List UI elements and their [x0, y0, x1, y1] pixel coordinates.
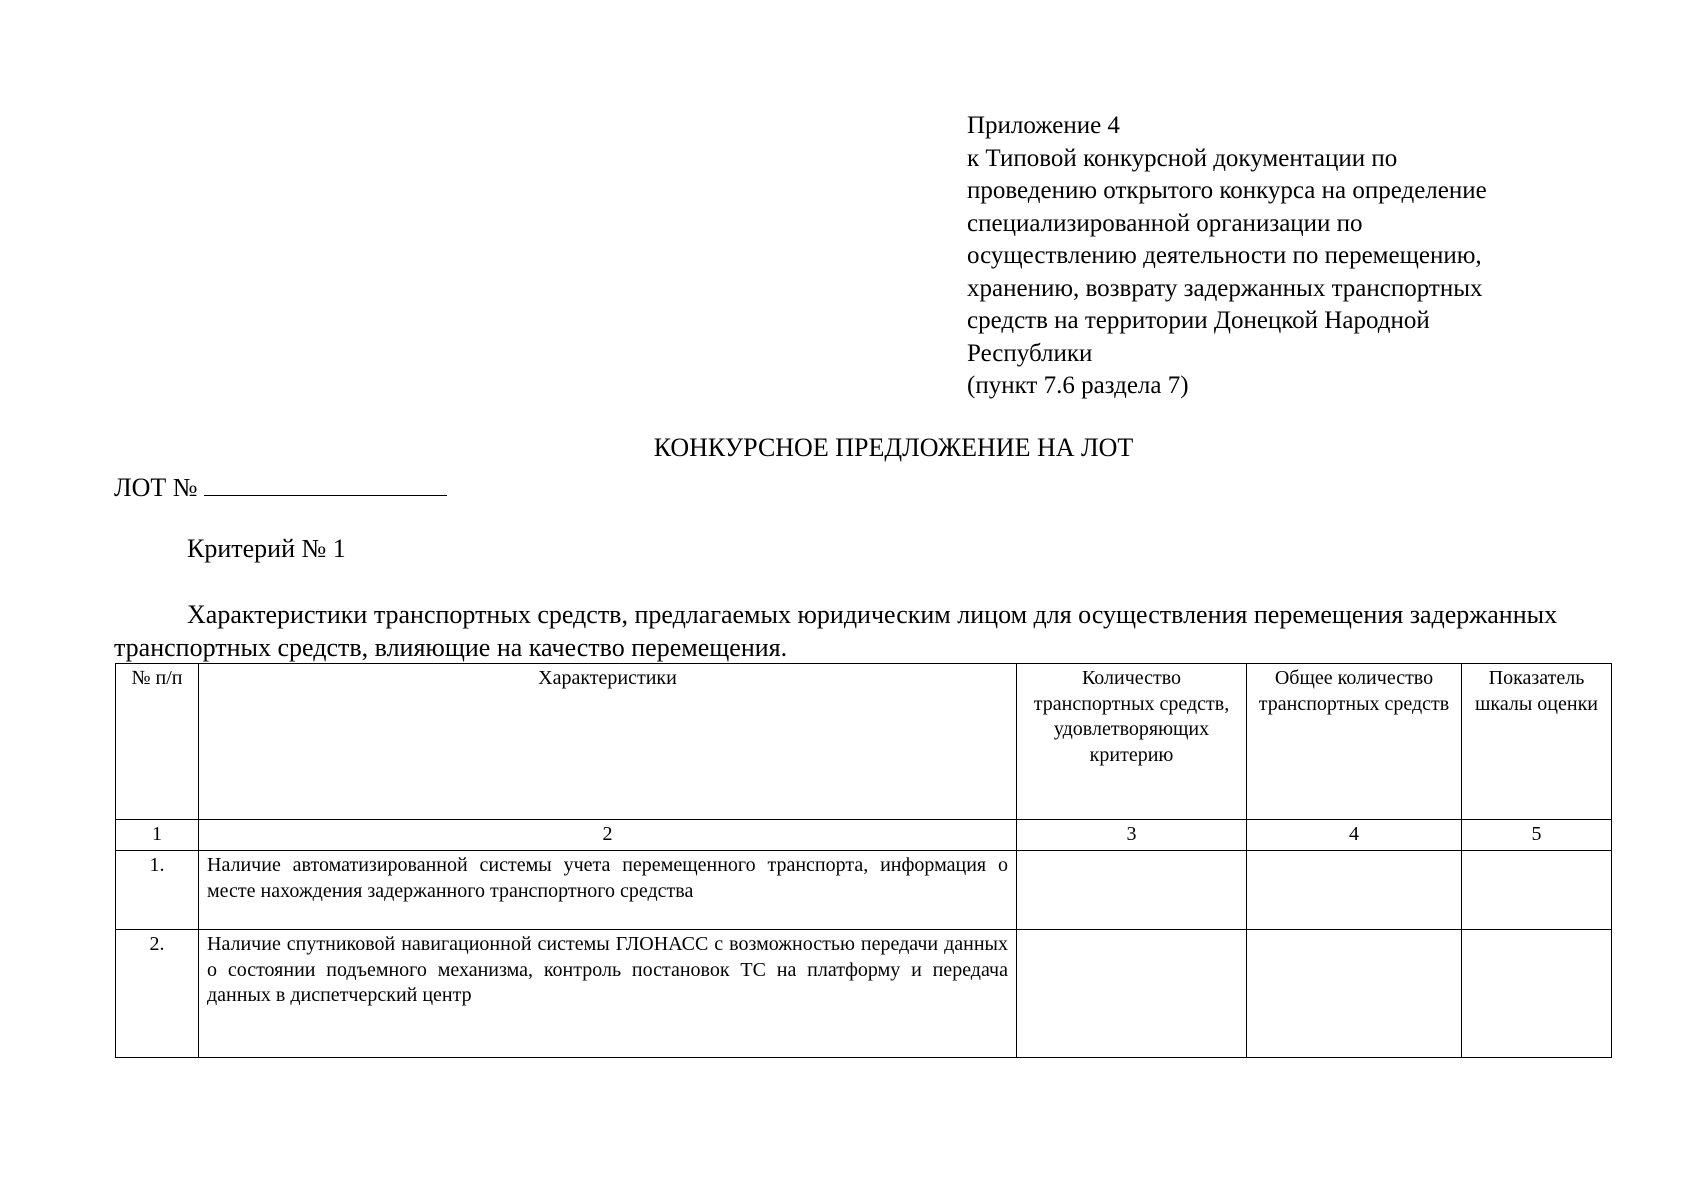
lot-number-blank [204, 469, 447, 496]
document-title: КОНКУРСНОЕ ПРЕДЛОЖЕНИЕ НА ЛОТ [653, 433, 1134, 462]
header-cell-total-qty: Общее количество транспортных средств [1247, 664, 1462, 820]
header-cell-score: Показатель шкалы оценки [1462, 664, 1612, 820]
column-number: 5 [1462, 820, 1612, 851]
appendix-line: средств на территории Донецкой Народной [967, 307, 1430, 334]
criterion-description [114, 598, 1684, 664]
criteria-table [115, 663, 1612, 1058]
row-number: 2. [116, 930, 199, 1058]
appendix-line: Приложение 4 [967, 112, 1120, 139]
lot-label: ЛОТ № [114, 473, 198, 502]
header-cell-qty-satisfying: Количество транспортных средств, удовлетворяющих критерию [1017, 664, 1247, 820]
appendix-line: (пункт 7.6 раздела 7) [967, 372, 1189, 399]
appendix-line: Республики [967, 339, 1093, 367]
row-characteristic: Наличие спутниковой навигационной системы ГЛОНАСС с возможностью передачи данных о состоянии подъемного механизма, контроль постановок ТС на платформу и передача данных в диспетчерский центр [199, 930, 1017, 1058]
column-number: 4 [1247, 820, 1462, 851]
header-cell-characteristics: Характеристики [199, 664, 1017, 820]
description-line: транспортных средств, влияющие на качество перемещения. [114, 633, 788, 662]
column-number: 2 [199, 820, 1017, 851]
row-number: 1. [116, 851, 199, 930]
appendix-line: осуществлению деятельности по перемещению, [967, 242, 1482, 269]
column-number: 3 [1017, 820, 1247, 851]
table-header-row [116, 664, 1612, 820]
lot-number-line [114, 469, 447, 504]
table-row [116, 930, 1612, 1058]
description-line: Характеристики транспортных средств, предлагаемых юридическим лицом для осуществления перемещения задержанных [187, 600, 1558, 629]
column-number-row [116, 820, 1612, 851]
column-number: 1 [116, 820, 199, 851]
criterion-heading: Критерий № 1 [187, 534, 346, 563]
row-qty-satisfying-cell[interactable] [1017, 851, 1247, 930]
row-score-cell[interactable] [1462, 851, 1612, 930]
appendix-line: хранению, возврату задержанных транспортных [967, 274, 1483, 302]
row-total-qty-cell[interactable] [1247, 930, 1462, 1058]
row-total-qty-cell[interactable] [1247, 851, 1462, 930]
header-cell-number: № п/п [116, 664, 199, 820]
table-row [116, 851, 1612, 930]
row-characteristic: Наличие автоматизированной системы учета перемещенного транспорта, информация о месте нахождения задержанного транспортного средства [199, 851, 1017, 930]
row-qty-satisfying-cell[interactable] [1017, 930, 1247, 1058]
appendix-line: проведению открытого конкурса на определение [967, 177, 1487, 204]
appendix-reference [967, 110, 1607, 403]
appendix-line: к Типовой конкурсной документации по [967, 144, 1398, 172]
appendix-line: специализированной организации по [967, 209, 1363, 237]
row-score-cell[interactable] [1462, 930, 1612, 1058]
